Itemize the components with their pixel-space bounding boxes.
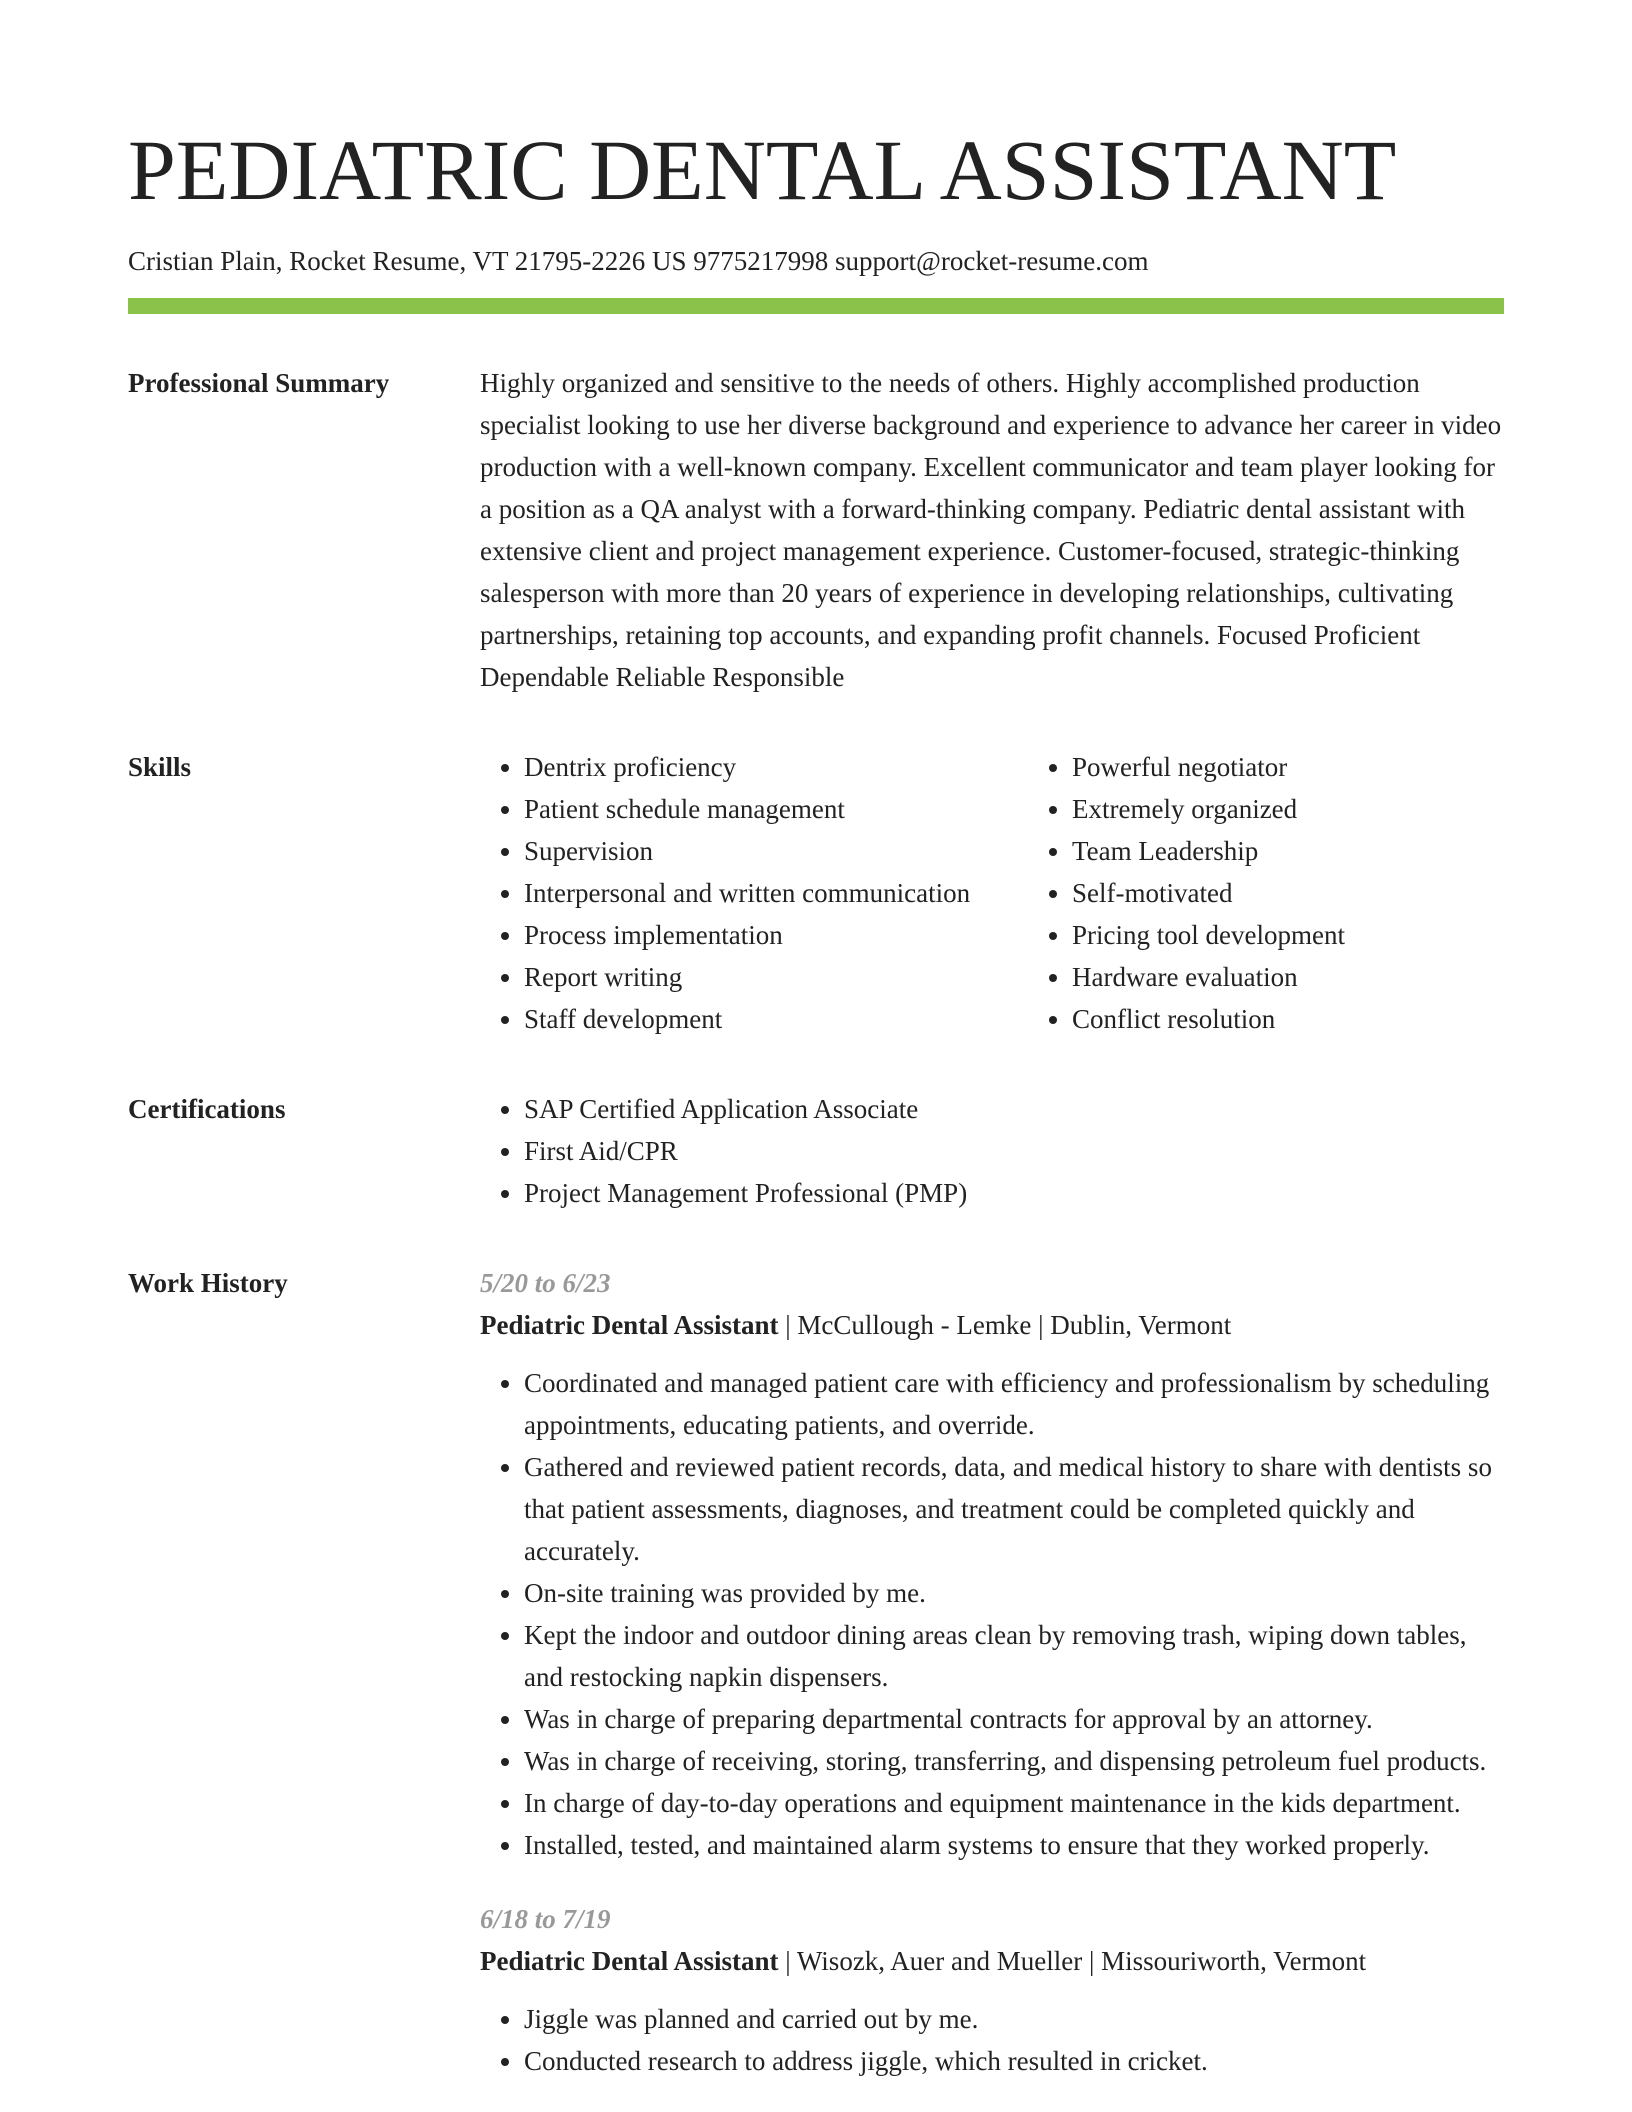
skill-item: • Self-motivated <box>1072 872 1504 914</box>
job-heading <box>480 1304 1504 1346</box>
job-bullets <box>480 1362 1504 1866</box>
job-details: | Wisozk, Auer and Mueller | Missouriworth, Vermont <box>778 1946 1367 1976</box>
skill-item: • Interpersonal and written communication <box>524 872 1028 914</box>
skill-item: • Report writing <box>524 956 1028 998</box>
job-bullet: • Was in charge of receiving, storing, transferring, and dispensing petroleum fuel products. <box>524 1740 1504 1782</box>
skill-item: • Supervision <box>524 830 1028 872</box>
skill-item: • Pricing tool development <box>1072 914 1504 956</box>
skill-item: • Dentrix proficiency <box>524 746 1028 788</box>
skill-item: • Staff development <box>524 998 1028 1040</box>
job-bullet: • Jiggle was planned and carried out by me. <box>524 1998 1504 2040</box>
skills-list-right <box>1028 746 1504 1040</box>
certifications-section <box>128 1088 1504 1214</box>
skill-item: • Powerful negotiator <box>1072 746 1504 788</box>
job-title: Pediatric Dental Assistant <box>480 1946 779 1976</box>
job-dates: 5/20 to 6/23 <box>480 1268 611 1298</box>
skill-item: • Team Leadership <box>1072 830 1504 872</box>
certification-item: • Project Management Professional (PMP) <box>524 1172 1504 1214</box>
job-dates: 6/18 to 7/19 <box>480 1904 611 1934</box>
job-bullet: • On-site training was provided by me. <box>524 1572 1504 1614</box>
work-history-label: Work History <box>128 1268 288 1298</box>
certifications-label: Certifications <box>128 1094 286 1124</box>
job-bullets <box>480 1998 1504 2082</box>
job-entry <box>480 1262 1504 1866</box>
job-bullet: • Installed, tested, and maintained alarm systems to ensure that they worked properly. <box>524 1824 1504 1866</box>
certification-item: • First Aid/CPR <box>524 1130 1504 1172</box>
summary-section <box>128 362 1504 698</box>
job-bullet: • In charge of day-to-day operations and equipment maintenance in the kids department. <box>524 1782 1504 1824</box>
job-heading <box>480 1940 1504 1982</box>
skill-item: • Patient schedule management <box>524 788 1028 830</box>
work-history-section <box>128 1262 1504 2082</box>
job-bullet: • Kept the indoor and outdoor dining areas clean by removing trash, wiping down tables, and restocking napkin dispensers. <box>524 1614 1504 1698</box>
job-bullet: • Was in charge of preparing departmental contracts for approval by an attorney. <box>524 1698 1504 1740</box>
job-details: | McCullough - Lemke | Dublin, Vermont <box>778 1310 1232 1340</box>
job-bullet: • Gathered and reviewed patient records, data, and medical history to share with dentists so that patient assessments, diagnoses, and treatment could be completed quickly and accurately. <box>524 1446 1504 1572</box>
certification-item: • SAP Certified Application Associate <box>524 1088 1504 1130</box>
skill-item: • Hardware evaluation <box>1072 956 1504 998</box>
job-bullet: • Conducted research to address jiggle, which resulted in cricket. <box>524 2040 1504 2082</box>
header-divider <box>128 298 1504 314</box>
skill-item: • Conflict resolution <box>1072 998 1504 1040</box>
resume-title: PEDIATRIC DENTAL ASSISTANT <box>128 122 1397 218</box>
certifications-list <box>480 1088 1504 1214</box>
contact-line: Cristian Plain, Rocket Resume, VT 21795-2226 US 9775217998 support@rocket-resume.com <box>128 246 1149 276</box>
skill-item: • Process implementation <box>524 914 1028 956</box>
job-bullet: • Coordinated and managed patient care with efficiency and professionalism by scheduling appointments, educating patients, and override. <box>524 1362 1504 1446</box>
summary-text: Highly organized and sensitive to the needs of others. Highly accomplished production specialist looking to use her diverse background and experience to advance her career in video production with a well-known company. Excellent communicator and team player looking for a position as a QA analyst with a forward-thinking company. Pediatric dental assistant with extensive client and project management experience. Customer-focused, strategic-thinking salesperson with more than 20 years of experience in developing relationships, cultivating partnerships, retaining top accounts, and expanding profit channels. Focused Proficient Dependable Reliable Responsible <box>480 368 1502 692</box>
skill-item: • Extremely organized <box>1072 788 1504 830</box>
job-entry <box>480 1898 1504 2082</box>
skills-section <box>128 746 1504 1040</box>
summary-label: Professional Summary <box>128 368 390 398</box>
resume-page <box>128 118 1504 2082</box>
skills-list-left <box>480 746 1028 1040</box>
job-title: Pediatric Dental Assistant <box>480 1310 779 1340</box>
skills-label: Skills <box>128 752 192 782</box>
